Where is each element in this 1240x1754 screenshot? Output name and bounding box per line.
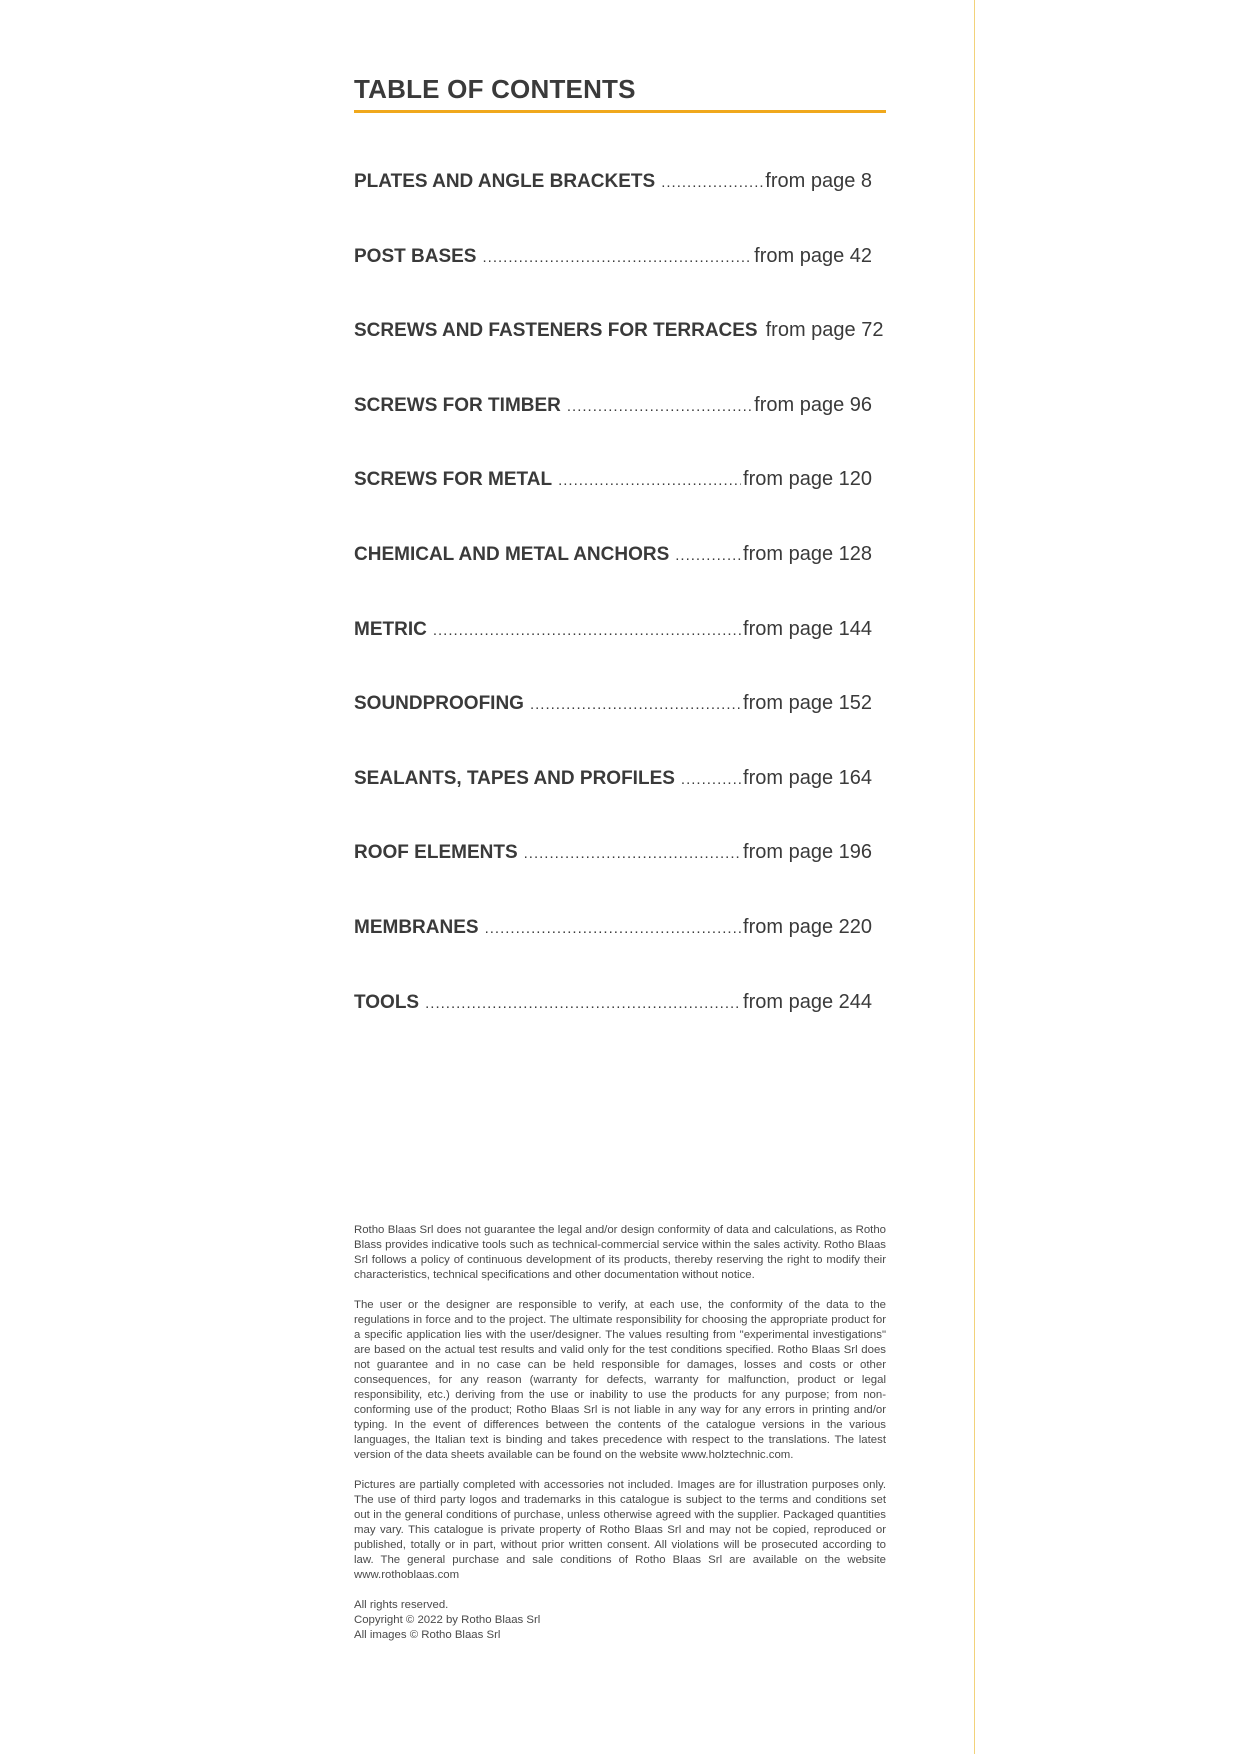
toc-leader-dots	[524, 845, 741, 862]
toc-entry-plates-and-angle-brackets[interactable]	[354, 170, 872, 245]
toc-section-label: METRIC	[354, 618, 427, 640]
toc-section-label: POST BASES	[354, 245, 477, 267]
toc-entry-chemical-and-metal-anchors[interactable]	[354, 543, 872, 618]
toc-leader-dots	[567, 398, 752, 415]
toc-entry-post-bases[interactable]	[354, 245, 872, 320]
toc-entry-screws-and-fasteners-for-terraces[interactable]	[354, 319, 884, 394]
toc-leader-dots	[485, 920, 741, 937]
disclaimer-paragraph-responsibility: The user or the designer are responsible to verify, at each use, the conformity of the data to the regulations in force and to the project. The ultimate responsibility for choosing the appropriate product for a specific application lies with the user/designer. The values resulting from "experimental investigations" are based on the actual test results and valid only for the test conditions specified. Rotho Blaas Srl does not guarantee and in no case can be held responsible for damages, losses and costs or other consequences, for any reason (warranty for defects, warranty for malfunction, product or legal responsibility, etc.) deriving from the use or inability to use the products for any purpose; from non-conforming use of the product; Rotho Blaas Srl is not liable in any way for any errors in printing and/or typing. In the event of differences between the contents of the catalogue versions in the various languages, the Italian text is binding and takes precedence with respect to the translations. The latest version of the data sheets available can be found on the website www.holztechnic.com.	[354, 1299, 886, 1461]
toc-leader-dots	[433, 622, 741, 639]
toc-entry-tools[interactable]	[354, 991, 872, 1066]
copyright-notice: Copyright © 2022 by Rotho Blaas Srl	[354, 1614, 541, 1626]
images-notice: All images © Rotho Blaas Srl	[354, 1629, 501, 1641]
toc-page-ref: from page 152	[743, 692, 872, 715]
toc-section-label: SCREWS AND FASTENERS FOR TERRACES	[354, 320, 758, 342]
toc-section-label: SOUNDPROOFING	[354, 693, 524, 715]
toc-entry-metric[interactable]	[354, 618, 872, 693]
toc-section-label: SCREWS FOR METAL	[354, 469, 553, 491]
toc-section-label: SCREWS FOR TIMBER	[354, 394, 561, 416]
toc-section-label: CHEMICAL AND METAL ANCHORS	[354, 543, 670, 565]
toc-page-ref: from page 244	[743, 990, 872, 1013]
toc-section-label: SEALANTS, TAPES AND PROFILES	[354, 767, 675, 789]
toc-page-ref: from page 8	[765, 170, 872, 192]
toc-section-label: TOOLS	[354, 991, 420, 1013]
toc-leader-dots	[681, 771, 741, 788]
disclaimer-paragraph-pictures: Pictures are partially completed with accessories not included. Images are for illustration purposes only. The use of third party logos and trademarks in this catalogue is subject to the terms and conditions set out in the general conditions of purchase, unless otherwise agreed with the supplier. Packaged quantities may vary. This catalogue is private property of Rotho Blaas Srl and may not be copied, reproduced or published, totally or in part, without prior written consent. All violations will be prosecuted according to law. The general purchase and sale conditions of Rotho Blaas Srl are available on the website www.rothoblaas.com	[354, 1479, 886, 1581]
toc-page-ref: from page 128	[743, 542, 872, 565]
title-underline	[354, 110, 886, 113]
legal-disclaimer	[354, 1223, 886, 1643]
toc-leader-dots	[558, 472, 741, 489]
toc-page-ref: from page 72	[765, 319, 884, 342]
toc-section-label: ROOF ELEMENTS	[354, 842, 518, 864]
toc-entry-sealants-tapes-and-profiles[interactable]	[354, 767, 872, 842]
toc-leader-dots	[530, 696, 741, 713]
toc-entry-screws-for-timber[interactable]	[354, 394, 872, 469]
toc-page-ref: from page 164	[743, 766, 872, 789]
toc-page-ref: from page 144	[743, 617, 872, 640]
copyright-block	[354, 1598, 886, 1643]
toc-page-ref: from page 196	[743, 841, 872, 864]
toc-leader-dots	[425, 995, 741, 1012]
toc-leader-dots	[482, 249, 752, 266]
toc-page-ref: from page 120	[743, 468, 872, 491]
toc-section-label: PLATES AND ANGLE BRACKETS	[354, 171, 656, 192]
toc-entry-soundproofing[interactable]	[354, 692, 872, 767]
toc-page-ref: from page 220	[743, 915, 872, 938]
toc-entry-screws-for-metal[interactable]	[354, 468, 872, 543]
page-edge-line	[974, 0, 975, 1754]
page-title: TABLE OF CONTENTS	[354, 74, 636, 104]
toc-entry-roof-elements[interactable]	[354, 841, 872, 916]
toc-page-ref: from page 96	[754, 393, 872, 416]
toc-entry-membranes[interactable]	[354, 916, 872, 991]
toc-leader-dots	[661, 174, 763, 191]
toc-leader-dots	[675, 547, 741, 564]
disclaimer-paragraph-conformity: Rotho Blaas Srl does not guarantee the legal and/or design conformity of data and calculations, as Rotho Blass provides indicative tools such as technical-commercial service within the sales activity. Rotho Blaas Srl follows a policy of continuous development of its products, thereby reserving the right to modify their characteristics, technical specifications and other documentation without notice.	[354, 1224, 886, 1281]
table-of-contents	[354, 170, 884, 1065]
rights-notice: All rights reserved.	[354, 1599, 449, 1611]
toc-section-label: MEMBRANES	[354, 916, 479, 938]
toc-page-ref: from page 42	[754, 244, 872, 267]
